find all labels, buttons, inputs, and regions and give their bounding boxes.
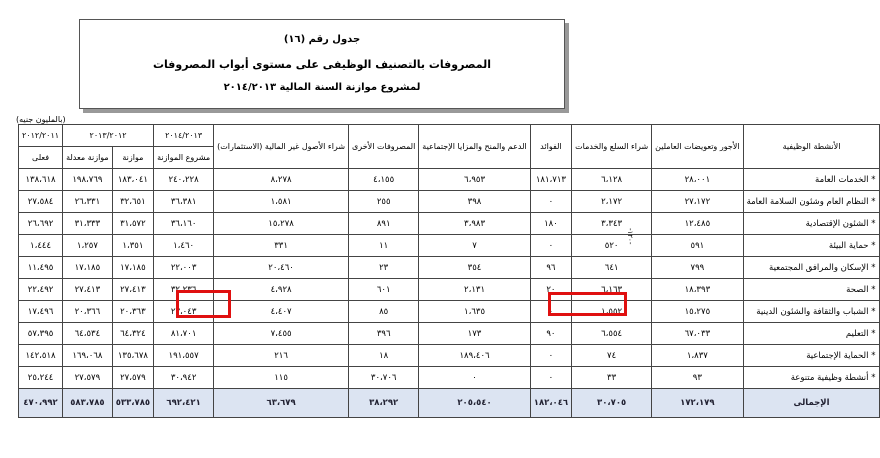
row-name: * الحماية الإجتماعية — [743, 345, 880, 367]
cell-revised: ٢٧،٥٧٩ — [63, 367, 113, 389]
cell-actual: ٢٧،٥٨٤ — [19, 191, 63, 213]
total-row — [19, 389, 880, 418]
cell-other: ٨٩١ — [349, 213, 419, 235]
total-label: الإجمالى — [743, 389, 880, 418]
cell-goods: ٦،١٢٨ — [572, 169, 652, 191]
cell-goods: ٢،١٧٢ — [572, 191, 652, 213]
cell-other: ٢٥٥ — [349, 191, 419, 213]
header-project-budget: مشروع الموازنة — [154, 147, 214, 169]
cell-goods: ٦،٥٥٤ — [572, 323, 652, 345]
header-goods: شراء السلع والخدمات — [572, 125, 652, 169]
table-row — [19, 235, 880, 257]
row-name: * الشباب والثقافة والشئون الدينية — [743, 301, 880, 323]
cell-project: ٣٦،٣٨١ — [154, 191, 214, 213]
header-revised-budget: موازنة معدلة — [63, 147, 113, 169]
row-name: * الشئون الإقتصادية — [743, 213, 880, 235]
row-name: * التعليم — [743, 323, 880, 345]
row-name: * الصحة — [743, 279, 880, 301]
total-goods: ٣٠،٧٠٥ — [572, 389, 652, 418]
header-interest: الفوائد — [530, 125, 571, 169]
cell-other: ١١ — [349, 235, 419, 257]
cell-wages: ٩٣ — [652, 367, 743, 389]
total-project: ٦٩٢،٤٢١ — [154, 389, 214, 418]
cell-wages: ١٨،٣٩٣ — [652, 279, 743, 301]
total-revised: ٥٨٣،٧٨٥ — [63, 389, 113, 418]
header-actual: فعلى — [19, 147, 63, 169]
cell-actual: ٢٢،٤٩٢ — [19, 279, 63, 301]
cell-assets: ٣٣١ — [214, 235, 349, 257]
cell-project: ٣٦،١٦٠ — [154, 213, 214, 235]
cell-revised: ١٧،١٨٥ — [63, 257, 113, 279]
cell-subsidies: ٠ — [419, 367, 530, 389]
cell-project: ٢٤٠،٢٢٨ — [154, 169, 214, 191]
cell-subsidies: ٣،٩٨٣ — [419, 213, 530, 235]
cell-assets: ٢١٦ — [214, 345, 349, 367]
cell-goods: ٦٤١ — [572, 257, 652, 279]
cell-project: ١٩١،٥٥٧ — [154, 345, 214, 367]
cell-budget: ١٧،١٨٥ — [112, 257, 153, 279]
cell-assets: ٨،٢٧٨ — [214, 169, 349, 191]
cell-interest: ٠ — [530, 345, 571, 367]
row-name: * الإسكان والمرافق المجتمعية — [743, 257, 880, 279]
cell-actual: ٢٥،٢٤٤ — [19, 367, 63, 389]
cell-subsidies: ١،٦٣٥ — [419, 301, 530, 323]
cell-subsidies: ١٨٩،٤٠٦ — [419, 345, 530, 367]
cell-goods: ٣،٣٤٣ — [572, 213, 652, 235]
cell-budget: ١،٣٥١ — [112, 235, 153, 257]
total-other: ٣٨،٢٩٢ — [349, 389, 419, 418]
cell-assets: ٤،٤٠٧ — [214, 301, 349, 323]
cell-wages: ٥٩١ — [652, 235, 743, 257]
cell-wages: ١٥،٢٧٥ — [652, 301, 743, 323]
total-interest: ١٨٢،٠٤٦ — [530, 389, 571, 418]
cell-budget: ٣١،٥٧٢ — [112, 213, 153, 235]
table-row — [19, 169, 880, 191]
cell-interest: ٠ — [530, 301, 571, 323]
unit-note: (بالمليون جنيه) — [16, 115, 66, 124]
row-name: * الخدمات العامة — [743, 169, 880, 191]
cell-budget: ٢٧،٥٧٩ — [112, 367, 153, 389]
highlight-health-budget — [176, 290, 231, 318]
cell-assets: ١،٥٨١ — [214, 191, 349, 213]
cell-revised: ١،٢٥٧ — [63, 235, 113, 257]
expenditure-table — [18, 124, 880, 418]
row-name: * حماية البيئة — [743, 235, 880, 257]
cell-wages: ١،٨٣٧ — [652, 345, 743, 367]
cell-other: ٨٥ — [349, 301, 419, 323]
cell-revised: ١٦٩،٠٦٨ — [63, 345, 113, 367]
cell-wages: ٢٨،٠٠١ — [652, 169, 743, 191]
header-other: المصروفات الأخرى — [349, 125, 419, 169]
cell-budget: ٦٤،٣٢٤ — [112, 323, 153, 345]
total-actual: ٤٧٠،٩٩٢ — [19, 389, 63, 418]
cell-project: ٣٢،٢٣٦ — [154, 279, 214, 301]
page-subtitle: لمشروع موازنة السنة المالية ٢٠١٤/٢٠١٣ — [223, 82, 421, 93]
cell-interest: ١٨١،٧١٣ — [530, 169, 571, 191]
table-row — [19, 213, 880, 235]
cell-subsidies: ٣٩٨ — [419, 191, 530, 213]
cell-goods: ٦،١٦٣ — [572, 279, 652, 301]
header-group-2011-2012: ٢٠١٢/٢٠١١ — [19, 125, 63, 147]
cell-assets: ٧،٤٥٥ — [214, 323, 349, 345]
cell-actual: ١٧،٤٩٦ — [19, 301, 63, 323]
cell-project: ٢٢،٠٠٣ — [154, 257, 214, 279]
page-number: -١٢٠- — [626, 228, 634, 245]
table-row — [19, 345, 880, 367]
table-row — [19, 257, 880, 279]
cell-project: ١،٤٦٠ — [154, 235, 214, 257]
page-title: المصروفات بالتصنيف الوظيفى على مستوى أبواب المصروفات — [152, 58, 492, 71]
cell-actual: ١٤٢،٥١٨ — [19, 345, 63, 367]
total-budget: ٥٣٣،٧٨٥ — [112, 389, 153, 418]
cell-revised: ١٩٨،٧٦٩ — [63, 169, 113, 191]
total-assets: ٦٣،٦٧٩ — [214, 389, 349, 418]
cell-budget: ١٨٣،٠٤١ — [112, 169, 153, 191]
header-wages: الأجور وتعويضات العاملين — [652, 125, 743, 169]
total-wages: ١٧٢،١٧٩ — [652, 389, 743, 418]
cell-other: ٤،١٥٥ — [349, 169, 419, 191]
header-budget: موازنة — [112, 147, 153, 169]
table-row — [19, 191, 880, 213]
cell-other: ٢٣ — [349, 257, 419, 279]
cell-goods: ١،٥٥٢ — [572, 301, 652, 323]
cell-project: ٨١،٧٠١ — [154, 323, 214, 345]
cell-project: ٣٠،٩٤٢ — [154, 367, 214, 389]
header-subsidies: الدعم والمنح والمزايا الإجتماعية — [419, 125, 530, 169]
cell-actual: ١١،٤٩٥ — [19, 257, 63, 279]
cell-interest: ٢٠ — [530, 279, 571, 301]
cell-interest: ٠ — [530, 235, 571, 257]
cell-project: ٢٣،٠٤٣ — [154, 301, 214, 323]
cell-assets: ١٥،٢٧٨ — [214, 213, 349, 235]
header-group-2012-2013: ٢٠١٣/٢٠١٢ — [63, 125, 154, 147]
cell-budget: ٣٢،٦٥١ — [112, 191, 153, 213]
cell-wages: ٧٩٩ — [652, 257, 743, 279]
cell-subsidies: ٦،٩٥٣ — [419, 169, 530, 191]
cell-budget: ٢٠،٣٦٣ — [112, 301, 153, 323]
cell-actual: ٥٧،٣٩٥ — [19, 323, 63, 345]
header-category: الأنشطة الوظيفية — [743, 125, 880, 169]
cell-subsidies: ٢،١٣١ — [419, 279, 530, 301]
cell-other: ١٨ — [349, 345, 419, 367]
row-name: * أنشطة وظيفية متنوعة — [743, 367, 880, 389]
cell-subsidies: ٧ — [419, 235, 530, 257]
cell-revised: ٢٦،٣٣١ — [63, 191, 113, 213]
cell-wages: ١٢،٤٨٥ — [652, 213, 743, 235]
table-row-health — [19, 279, 880, 301]
cell-goods: ٥٢٠ — [572, 235, 652, 257]
cell-interest: ١٨٠ — [530, 213, 571, 235]
highlight-health-label — [548, 292, 627, 316]
cell-interest: ٩٦ — [530, 257, 571, 279]
row-name: * النظام العام وشئون السلامة العامة — [743, 191, 880, 213]
cell-actual: ٢٦،٦٩٢ — [19, 213, 63, 235]
cell-budget: ٢٧،٤١٣ — [112, 279, 153, 301]
cell-actual: ١٣٨،٦١٨ — [19, 169, 63, 191]
cell-revised: ٢٠،٣٦٦ — [63, 301, 113, 323]
cell-subsidies: ١٧٣ — [419, 323, 530, 345]
cell-revised: ٢٧،٤١٣ — [63, 279, 113, 301]
cell-assets: ٤،٩٢٨ — [214, 279, 349, 301]
cell-wages: ٦٧،٠٣٣ — [652, 323, 743, 345]
cell-budget: ١٣٥،٦٧٨ — [112, 345, 153, 367]
cell-interest: ٠ — [530, 367, 571, 389]
cell-other: ٦٠١ — [349, 279, 419, 301]
table-row — [19, 323, 880, 345]
cell-subsidies: ٣٥٤ — [419, 257, 530, 279]
cell-other: ٣٩٦ — [349, 323, 419, 345]
cell-assets: ٢٠،٤٦٠ — [214, 257, 349, 279]
header-group-2013-2014: ٢٠١٤/٢٠١٣ — [154, 125, 214, 147]
cell-revised: ٦٤،٥٣٤ — [63, 323, 113, 345]
cell-goods: ٧٤ — [572, 345, 652, 367]
cell-revised: ٣١،٣٣٣ — [63, 213, 113, 235]
title-box — [79, 19, 565, 109]
total-subsidies: ٢٠٥،٥٤٠ — [419, 389, 530, 418]
cell-wages: ٢٧،١٧٢ — [652, 191, 743, 213]
header-assets: شراء الأصول غير المالية (الاستثمارات) — [214, 125, 349, 169]
table-row — [19, 301, 880, 323]
cell-goods: ٣٣ — [572, 367, 652, 389]
table-row — [19, 367, 880, 389]
cell-actual: ١،٤٤٤ — [19, 235, 63, 257]
cell-other: ٣٠،٧٠٦ — [349, 367, 419, 389]
cell-interest: ٠ — [530, 191, 571, 213]
cell-assets: ١١٥ — [214, 367, 349, 389]
table-number: جدول رقم (١٦) — [283, 34, 361, 45]
cell-interest: ٩٠ — [530, 323, 571, 345]
